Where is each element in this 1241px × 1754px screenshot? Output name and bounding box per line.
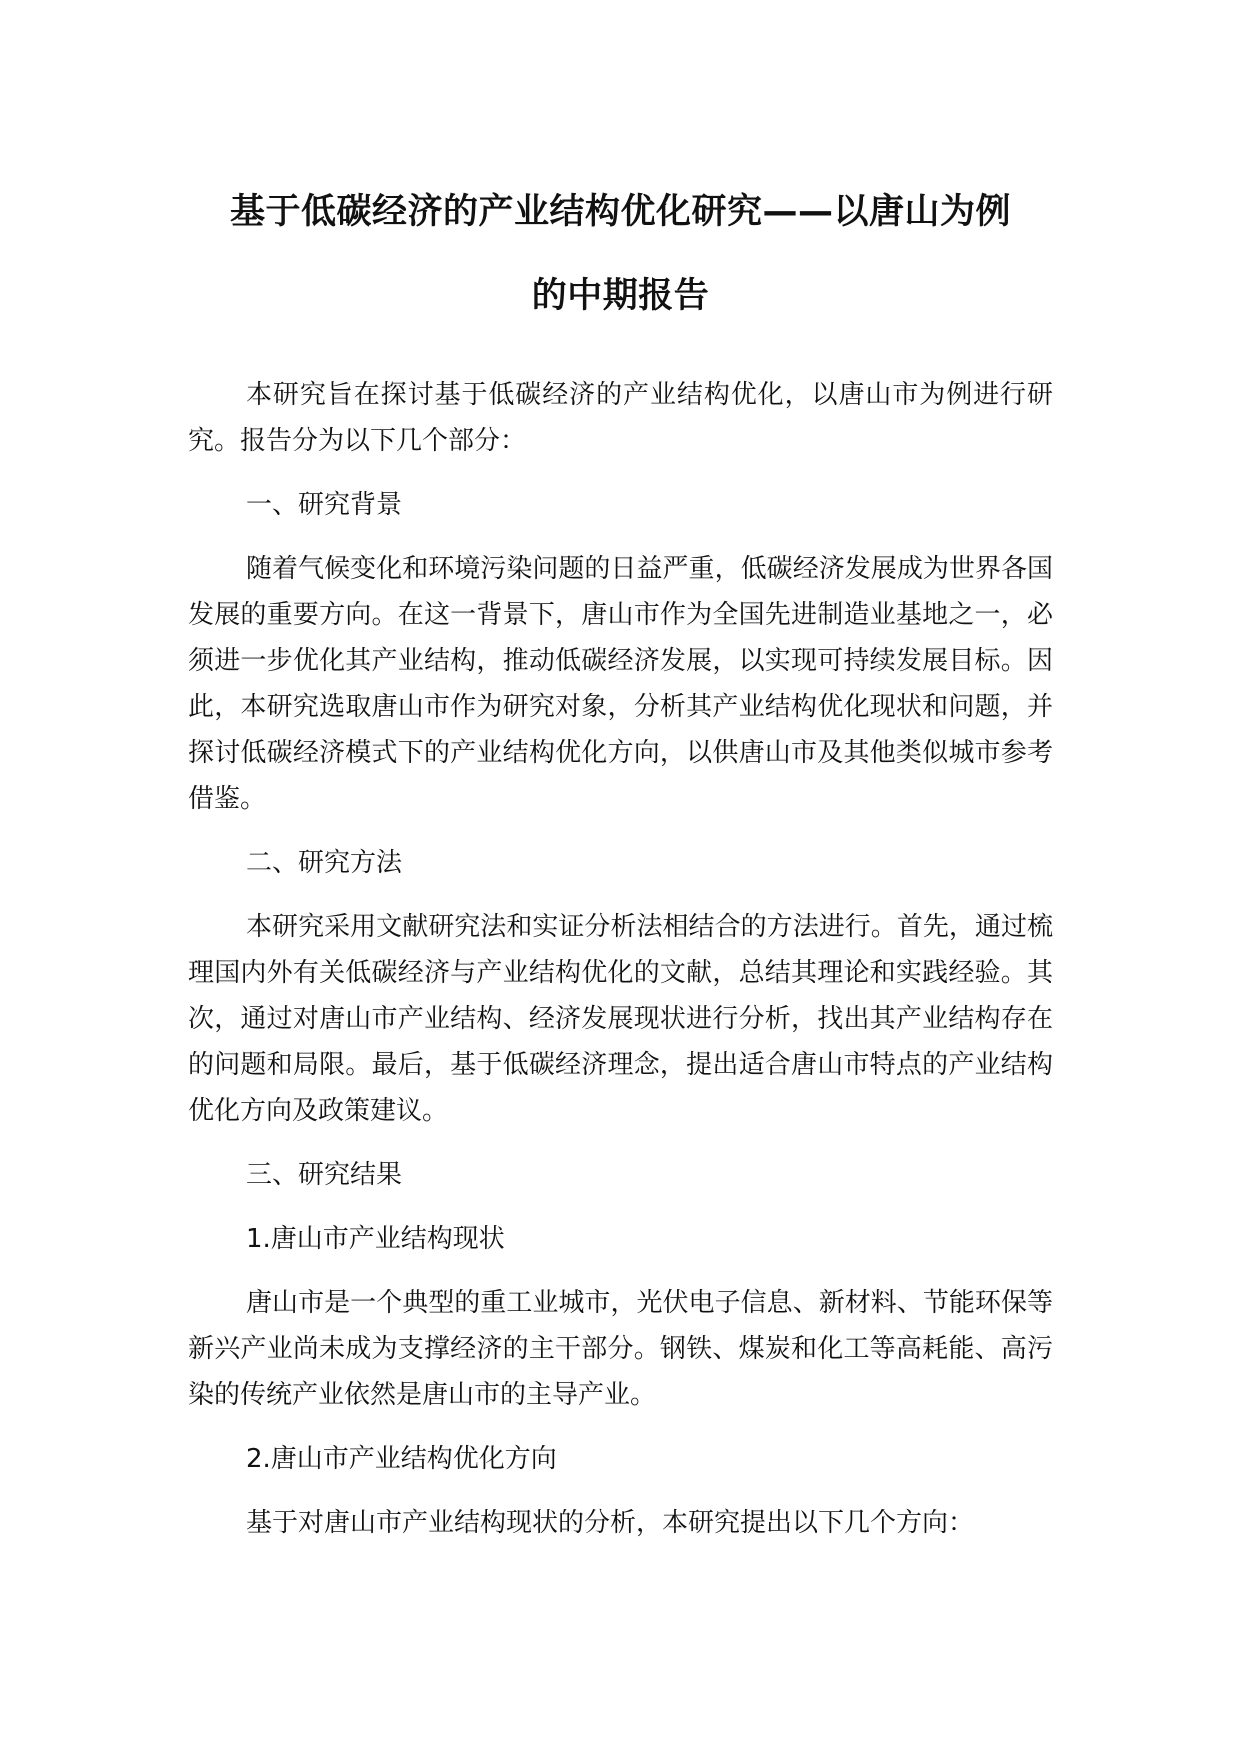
optimization-direction-paragraph: 基于对唐山市产业结构现状的分析，本研究提出以下几个方向： [246, 1508, 975, 1538]
current-structure-paragraph: 唐山市是一个典型的重工业城市，光伏电子信息、新材料、节能环保等新兴产业尚未成为支撑经济的主干部分。钢铁、煤炭和化工等高耗能、高污染的传统产业依然是唐山市的主导产业。 [188, 1288, 1053, 1410]
section-heading-results: 三、研究结果 [246, 1160, 403, 1190]
title-line-1: 基于低碳经济的产业结构优化研究——以唐山为例 [229, 192, 1011, 232]
subheading-current-structure: 1.唐山市产业结构现状 [246, 1224, 505, 1254]
document-title [190, 170, 1051, 338]
subheading-optimization-direction: 2.唐山市产业结构优化方向 [246, 1444, 557, 1474]
section-heading-background: 一、研究背景 [246, 490, 403, 520]
document-body [188, 372, 1053, 1564]
title-line-2: 的中期报告 [531, 276, 710, 316]
section-heading-method: 二、研究方法 [246, 848, 403, 878]
intro-paragraph: 本研究旨在探讨基于低碳经济的产业结构优化，以唐山市为例进行研究。报告分为以下几个部分： [188, 380, 1053, 456]
background-paragraph: 随着气候变化和环境污染问题的日益严重，低碳经济发展成为世界各国发展的重要方向。在这一背景下，唐山市作为全国先进制造业基地之一，必须进一步优化其产业结构，推动低碳经济发展，以实现可持续发展目标。因此，本研究选取唐山市作为研究对象，分析其产业结构优化现状和问题，并探讨低碳经济模式下的产业结构优化方向，以供唐山市及其他类似城市参考借鉴。 [188, 554, 1053, 814]
method-paragraph: 本研究采用文献研究法和实证分析法相结合的方法进行。首先，通过梳理国内外有关低碳经济与产业结构优化的文献，总结其理论和实践经验。其次，通过对唐山市产业结构、经济发展现状进行分析，找出其产业结构存在的问题和局限。最后，基于低碳经济理念，提出适合唐山市特点的产业结构优化方向及政策建议。 [188, 912, 1053, 1126]
